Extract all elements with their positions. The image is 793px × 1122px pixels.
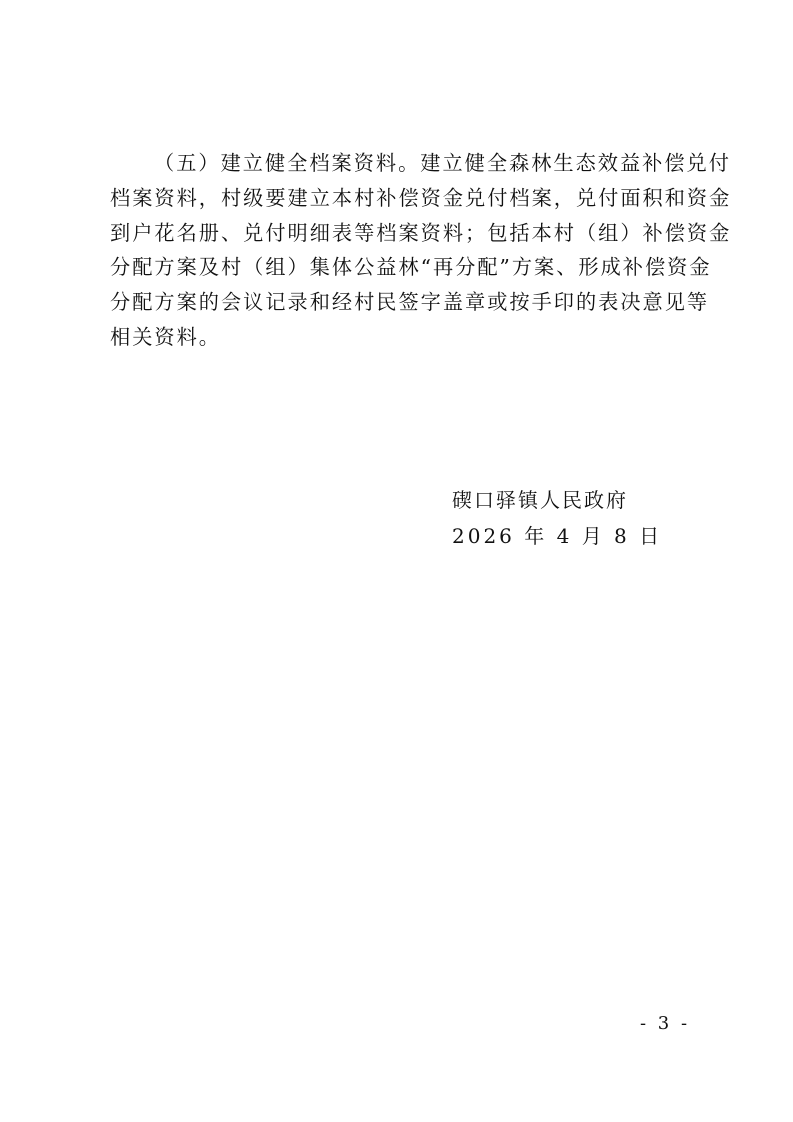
page-number: - 3 -: [640, 1013, 691, 1034]
signature-organization: 碶口驿镇人民政府: [452, 488, 628, 512]
paragraph-line: 相关资料。: [110, 324, 221, 349]
paragraph-line: 分配方案的会议记录和经村民签字盖章或按手印的表决意见等: [110, 290, 710, 315]
signature-date: 2026 年 4 月 8 日: [452, 524, 663, 548]
signature-block: [452, 482, 662, 554]
paragraph-line: （五）建立健全档案资料。建立健全森林生态效益补偿兑付: [154, 151, 731, 175]
paragraph-line: 分配方案及村（组）集体公益林“再分配”方案、形成补偿资金: [110, 255, 712, 280]
paragraph-line: 到户花名册、兑付明细表等档案资料；包括本村（组）补偿资金: [110, 220, 732, 245]
paragraph-line: 档案资料，村级要建立本村补偿资金兑付档案，兑付面积和资金: [110, 185, 732, 210]
section-five-paragraph: [110, 146, 732, 355]
